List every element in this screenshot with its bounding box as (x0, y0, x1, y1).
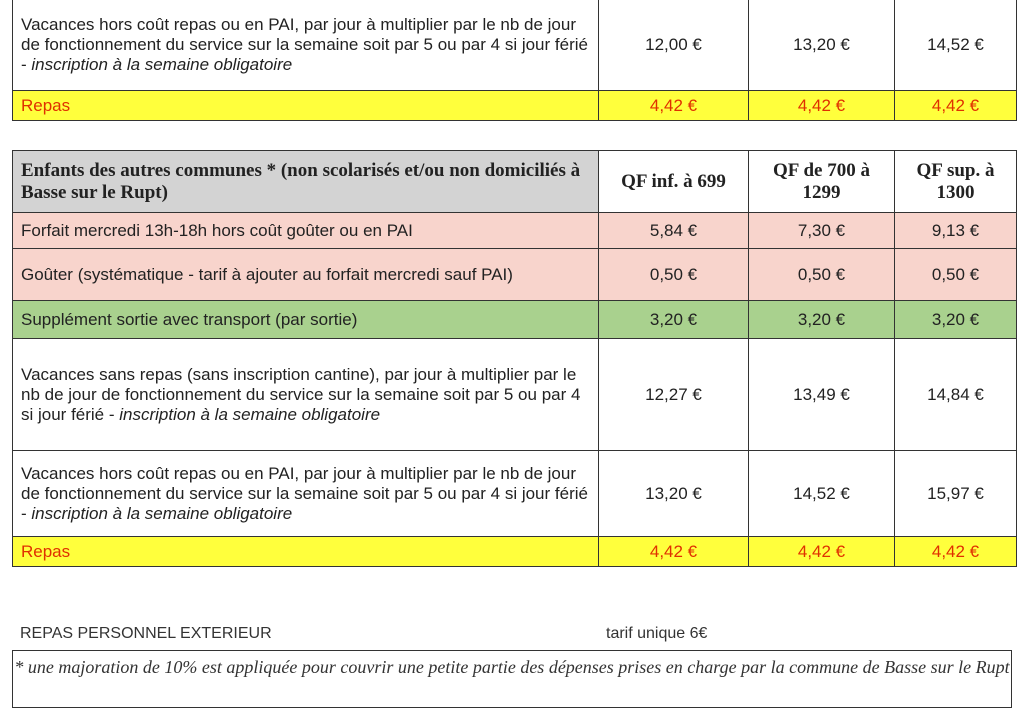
table-row (13, 0, 1017, 91)
price-cell: 13,49 € (749, 339, 895, 451)
row-label: Vacances hors coût repas ou en PAI, par jour à multiplier par le nb de jour de fonctionnement du service sur la semaine soit par 5 ou par 4 si jour férié - inscription à la semaine obligatoire (13, 0, 599, 91)
exterior-meal-label: REPAS PERSONNEL EXTERIEUR (20, 625, 272, 642)
price-cell: 0,50 € (599, 249, 749, 301)
table-row (13, 339, 1017, 451)
price-cell: 3,20 € (749, 301, 895, 339)
price-cell: 3,20 € (895, 301, 1017, 339)
price-cell: 4,42 € (599, 91, 749, 121)
price-cell: 14,84 € (895, 339, 1017, 451)
price-cell: 4,42 € (895, 91, 1017, 121)
table-row (13, 249, 1017, 301)
price-cell: 12,27 € (599, 339, 749, 451)
price-cell: 4,42 € (749, 537, 895, 567)
row-label: Goûter (systématique - tarif à ajouter au forfait mercredi sauf PAI) (13, 249, 599, 301)
table-row (13, 451, 1017, 537)
price-cell: 0,50 € (749, 249, 895, 301)
price-cell: 4,42 € (895, 537, 1017, 567)
exterior-meal-price: tarif unique 6€ (606, 625, 708, 642)
footnote-box (12, 650, 1012, 708)
price-cell: 14,52 € (895, 0, 1017, 91)
price-cell: 12,00 € (599, 0, 749, 91)
price-cell: 4,42 € (749, 91, 895, 121)
header-title: Enfants des autres communes * (non scolarisés et/ou non domiciliés à Basse sur le Rupt) (13, 151, 599, 213)
column-header: QF sup. à 1300 (895, 151, 1017, 213)
tariff-table-continued (12, 0, 1017, 121)
price-cell: 0,50 € (895, 249, 1017, 301)
table-row (13, 91, 1017, 121)
price-cell: 7,30 € (749, 213, 895, 249)
row-label: Vacances hors coût repas ou en PAI, par jour à multiplier par le nb de jour de fonctionnement du service sur la semaine soit par 5 ou par 4 si jour férié - inscription à la semaine obligatoire (13, 451, 599, 537)
price-cell: 5,84 € (599, 213, 749, 249)
table-header (13, 151, 1017, 213)
price-cell: 15,97 € (895, 451, 1017, 537)
row-label: Vacances sans repas (sans inscription cantine), par jour à multiplier par le nb de jour de fonctionnement du service sur la semaine soit par 5 ou par 4 si jour férié - inscription à la semaine obligatoire (13, 339, 599, 451)
table-row (13, 213, 1017, 249)
table-row (13, 301, 1017, 339)
row-label: Repas (13, 91, 599, 121)
price-cell: 13,20 € (749, 0, 895, 91)
price-cell: 14,52 € (749, 451, 895, 537)
tariff-table-other-communes (12, 150, 1017, 567)
column-header: QF inf. à 699 (599, 151, 749, 213)
price-cell: 9,13 € (895, 213, 1017, 249)
price-cell: 13,20 € (599, 451, 749, 537)
column-header: QF de 700 à 1299 (749, 151, 895, 213)
row-label: Forfait mercredi 13h-18h hors coût goûter ou en PAI (13, 213, 599, 249)
price-cell: 3,20 € (599, 301, 749, 339)
footnote-text: * une majoration de 10% est appliquée pour couvrir une petite partie des dépenses prises en charge par la commune de Basse sur le Rupt (14, 657, 1010, 677)
price-cell: 4,42 € (599, 537, 749, 567)
table-row (13, 537, 1017, 567)
row-label: Repas (13, 537, 599, 567)
row-label: Supplément sortie avec transport (par sortie) (13, 301, 599, 339)
